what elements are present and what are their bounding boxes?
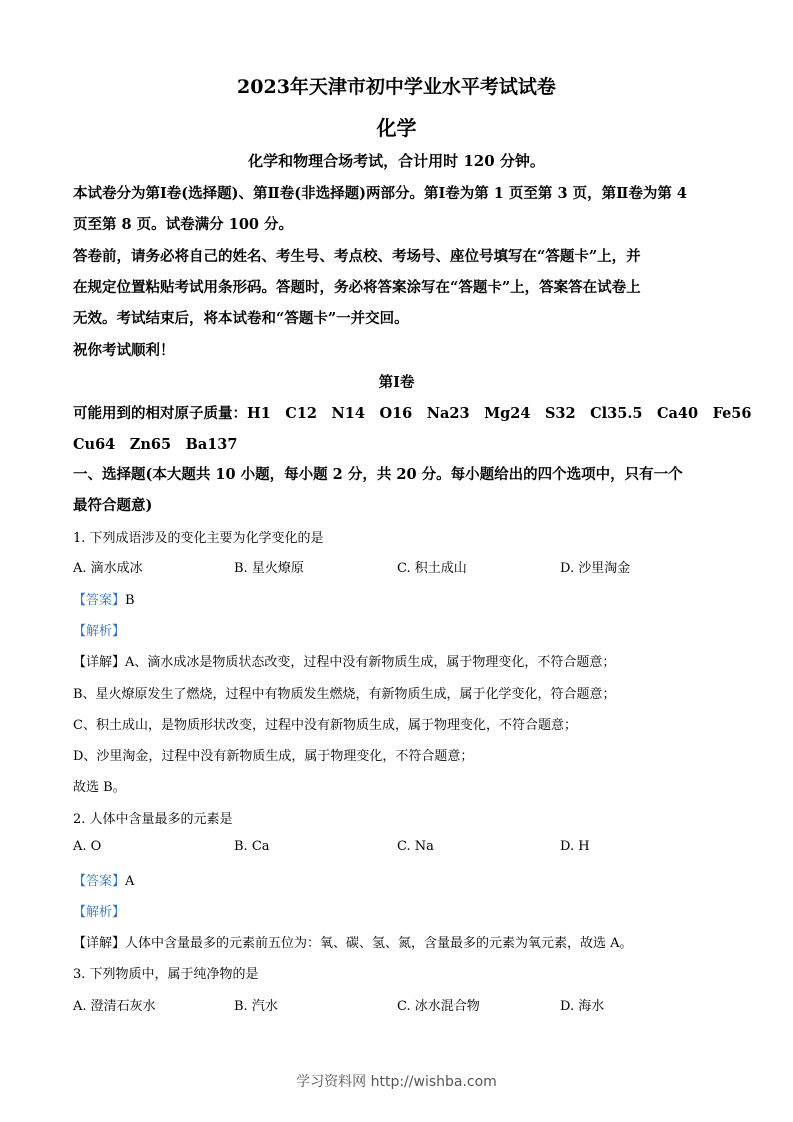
q3-option-b: B. 汽水 bbox=[234, 999, 278, 1014]
exam-note: 化学和物理合场考试，合计用时 120 分钟。 bbox=[248, 152, 545, 170]
q1-detail-line-2: B、星火燎原发生了燃烧，过程中有物质发生燃烧，有新物质生成，属于化学变化，符合题意； bbox=[73, 687, 616, 702]
q1-detail-line-4: D、沙里淘金，过程中没有新物质生成，属于物理变化，不符合题意； bbox=[73, 749, 474, 764]
q2-analysis-tag: 【解析】 bbox=[73, 905, 126, 920]
q1-detail-text-1: A、滴水成冰是物质状态改变，过程中没有新物质生成，属于物理变化，不符合题意； bbox=[125, 655, 616, 670]
q1-detail-line-1 bbox=[73, 651, 615, 670]
q1-detail-line-3: C、积土成山，是物质形状改变，过程中没有新物质生成，属于物理变化，不符合题意； bbox=[73, 718, 577, 733]
q2-option-d: D. H bbox=[560, 839, 590, 854]
q1-answer-value: B bbox=[125, 593, 135, 608]
q1-option-c: C. 积土成山 bbox=[397, 561, 467, 576]
footer-watermark: 学习资料网 http://wishba.com bbox=[296, 1074, 497, 1090]
subject-title: 化学 bbox=[376, 116, 417, 140]
part-heading-line-1: 一、选择题(本大题共 10 小题，每小题 2 分，共 20 分。每小题给出的四个选项中，只有一个 bbox=[73, 466, 683, 483]
q2-detail-line bbox=[73, 932, 633, 951]
q2-detail-text: 人体中含量最多的元素前五位为：氧、碳、氢、氮，含量最多的元素为氧元素，故选 A。 bbox=[125, 936, 633, 951]
intro-line-3: 答卷前，请务必将自己的姓名、考生号、考点校、考场号、座位号填写在“答题卡”上，并 bbox=[73, 248, 641, 265]
part-heading-line-2: 最符合题意) bbox=[73, 497, 153, 514]
q3-option-a: A. 澄清石灰水 bbox=[73, 999, 156, 1014]
q1-detail-tag: 【详解】 bbox=[73, 655, 126, 670]
q2-detail-tag: 【详解】 bbox=[73, 936, 126, 951]
q1-answer-tag: 【答案】 bbox=[73, 593, 126, 608]
q2-option-b: B. Ca bbox=[234, 839, 270, 854]
q2-stem: 2. 人体中含量最多的元素是 bbox=[73, 812, 233, 827]
intro-line-2: 页至第 8 页。试卷满分 100 分。 bbox=[73, 216, 294, 233]
q2-answer-value: A bbox=[125, 874, 135, 889]
intro-line-1: 本试卷分为第Ⅰ卷(选择题)、第Ⅱ卷(非选择题)两部分。第Ⅰ卷为第 1 页至第 3 页，第Ⅱ卷为第 4 bbox=[73, 185, 687, 202]
q1-option-b: B. 星火燎原 bbox=[234, 561, 304, 576]
intro-line-6: 祝你考试顺利！ bbox=[73, 342, 175, 359]
intro-line-5: 无效。考试结束后，将本试卷和“答题卡”一并交回。 bbox=[73, 310, 409, 327]
atomic-mass-line-1: 可能用到的相对原子质量：H1 C12 N14 O16 Na23 Mg24 S32 Cl35.5 Ca40 Fe56 bbox=[73, 405, 752, 422]
exam-title: 2023年天津市初中学业水平考试试卷 bbox=[237, 76, 556, 98]
q2-option-c: C. Na bbox=[397, 839, 434, 854]
q1-answer bbox=[73, 589, 135, 608]
q2-answer-tag: 【答案】 bbox=[73, 874, 126, 889]
q2-answer bbox=[73, 870, 134, 889]
q1-option-d: D. 沙里淘金 bbox=[560, 561, 631, 576]
intro-line-4: 在规定位置粘贴考试用条形码。答题时，务必将答案涂写在“答题卡”上，答案答在试卷上 bbox=[73, 279, 641, 296]
q3-stem: 3. 下列物质中，属于纯净物的是 bbox=[73, 967, 259, 982]
q3-option-d: D. 海水 bbox=[560, 999, 605, 1014]
q2-option-a: A. O bbox=[73, 839, 102, 854]
q1-option-a: A. 滴水成冰 bbox=[73, 561, 143, 576]
q3-option-c: C. 冰水混合物 bbox=[397, 999, 480, 1014]
section-title: 第Ⅰ卷 bbox=[378, 374, 415, 391]
q1-stem: 1. 下列成语涉及的变化主要为化学变化的是 bbox=[73, 531, 324, 546]
atomic-mass-line-2: Cu64 Zn65 Ba137 bbox=[73, 436, 238, 453]
q1-analysis-tag: 【解析】 bbox=[73, 624, 126, 639]
q1-detail-line-5: 故选 B。 bbox=[73, 780, 126, 795]
